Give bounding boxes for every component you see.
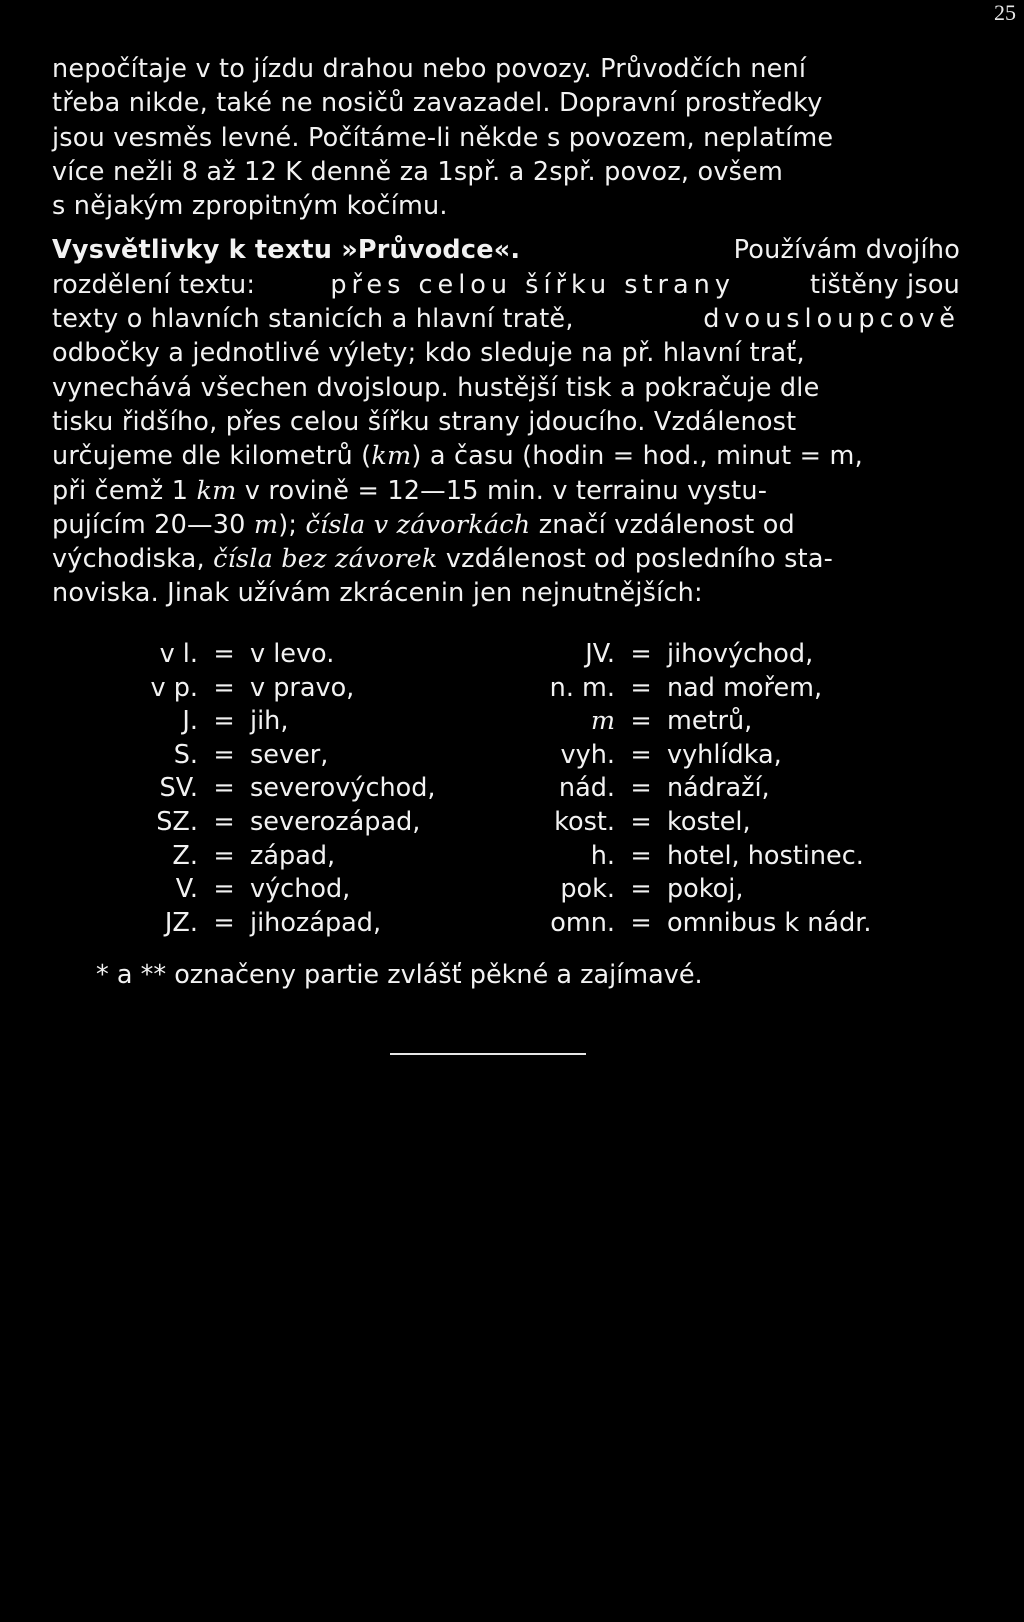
equals-sign: = xyxy=(630,672,652,703)
equals-sign: = xyxy=(630,639,652,669)
text-line: více nežli 8 až 12 K denně za 1spř. a 2spř. povoz, ovšem xyxy=(52,156,784,187)
text-span: vzdálenost od posledního sta- xyxy=(445,544,834,575)
text-line: tisku řidšího, přes celou šířku strany jdoucího. Vzdálenost xyxy=(52,406,797,437)
abbr-meaning: metrů, xyxy=(667,706,753,737)
text-span: v rovině = 12—15 min. v terrainu vystu- xyxy=(244,475,768,506)
text-span: pujícím 20—30 xyxy=(52,509,246,540)
abbreviation-row xyxy=(100,739,872,773)
equals-sign: = xyxy=(630,874,652,905)
equals-sign: = xyxy=(630,706,652,737)
abbr-key: pok. xyxy=(560,874,615,905)
abbreviation-row xyxy=(100,638,872,672)
abbreviation-row xyxy=(100,806,872,840)
abbr-key: omn. xyxy=(550,907,615,938)
abbr-key: S. xyxy=(173,739,198,770)
page-number: 25 xyxy=(994,0,1016,25)
text-span xyxy=(52,474,767,508)
abbr-key: vyh. xyxy=(560,739,615,770)
abbr-meaning: severovýchod, xyxy=(250,773,436,804)
main-text xyxy=(52,52,960,611)
equals-sign: = xyxy=(213,706,235,737)
abbreviation-row xyxy=(100,873,872,907)
abbr-meaning: vyhlídka, xyxy=(667,739,782,770)
equals-sign: = xyxy=(213,739,235,770)
abbr-key: h. xyxy=(590,840,615,871)
text-span: východiska, xyxy=(52,544,205,575)
abbr-meaning: nad mořem, xyxy=(667,672,823,703)
abbr-key: SZ. xyxy=(156,806,198,837)
equals-sign: = xyxy=(630,773,652,804)
equals-sign: = xyxy=(213,773,235,804)
abbreviation-row xyxy=(100,907,872,941)
text-span xyxy=(52,542,833,576)
text-span: tištěny jsou xyxy=(810,269,960,300)
separator-rule xyxy=(390,1053,586,1055)
abbr-meaning: omnibus k nádr. xyxy=(667,907,872,938)
equals-sign: = xyxy=(630,806,652,837)
abbr-key: n. m. xyxy=(549,672,615,703)
abbr-meaning: jih, xyxy=(250,706,289,737)
text-span: při čemž 1 xyxy=(52,475,189,506)
abbreviation-row xyxy=(100,705,872,739)
equals-sign: = xyxy=(213,907,235,938)
text-line: odbočky a jednotlivé výlety; kdo sleduje na př. hlavní trať, xyxy=(52,338,805,369)
abbreviation-row xyxy=(100,772,872,806)
equals-sign: = xyxy=(630,907,652,938)
text-line: nepočítaje v to jízdu drahou nebo povozy. Průvodčích není xyxy=(52,54,807,84)
text-span xyxy=(52,439,863,473)
abbr-key: SV. xyxy=(159,773,198,804)
abbr-key: nád. xyxy=(558,773,615,804)
text-line: noviska. Jinak užívám zkrácenin jen nejnutnějších: xyxy=(52,578,703,609)
abbreviation-row xyxy=(100,840,872,874)
abbr-meaning: nádraží, xyxy=(667,773,770,804)
equals-sign: = xyxy=(630,840,652,871)
abbr-key: m xyxy=(590,706,615,737)
abbr-key: v p. xyxy=(150,672,198,703)
equals-sign: = xyxy=(213,806,235,837)
italic-unit: km xyxy=(196,475,237,506)
text-line xyxy=(52,542,960,576)
abbr-meaning: v levo. xyxy=(250,639,335,669)
abbr-key: JZ. xyxy=(164,907,198,938)
abbr-key: J. xyxy=(182,706,198,737)
text-line xyxy=(52,233,960,267)
equals-sign: = xyxy=(213,840,235,871)
text-span xyxy=(52,508,795,542)
equals-sign: = xyxy=(213,639,235,669)
equals-sign: = xyxy=(630,739,652,770)
abbreviation-row xyxy=(100,672,872,706)
abbr-key: Z. xyxy=(172,840,198,871)
abbr-key: kost. xyxy=(554,806,615,837)
text-line xyxy=(52,268,960,302)
abbr-meaning: v pravo, xyxy=(250,672,355,703)
text-span: Používám dvojího xyxy=(733,235,960,266)
text-line: jsou vesměs levné. Počítáme-li někde s povozem, neplatíme xyxy=(52,122,834,153)
abbr-meaning: hotel, hostinec. xyxy=(667,840,864,871)
abbr-key: V. xyxy=(175,874,198,905)
text-span: ) a času (hodin = hod., minut = m, xyxy=(411,441,863,472)
text-line xyxy=(52,439,960,473)
abbr-meaning: pokoj, xyxy=(667,874,744,905)
abbr-key: JV. xyxy=(585,639,615,669)
text-span: ); xyxy=(278,509,298,540)
abbr-meaning: jihovýchod, xyxy=(667,639,814,669)
abbr-meaning: jihozápad, xyxy=(250,907,382,938)
footnote: * a ** označeny partie zvlášť pěkné a zajímavé. xyxy=(96,960,703,990)
equals-sign: = xyxy=(213,874,235,905)
text-span: značí vzdálenost od xyxy=(538,509,795,540)
abbr-meaning: sever, xyxy=(250,739,329,770)
section-heading: Vysvětlivky k textu »Průvodce«. xyxy=(52,235,521,266)
text-line: s nějakým zpropitným kočímu. xyxy=(52,191,448,222)
abbr-key: v l. xyxy=(159,639,198,669)
spaced-emphasis: dvousloupcově xyxy=(703,304,960,335)
italic-phrase: čísla bez závorek xyxy=(213,544,438,575)
text-span: rozdělení textu: xyxy=(52,269,256,300)
abbr-meaning: východ, xyxy=(250,874,351,905)
text-line xyxy=(52,302,960,336)
abbreviation-table xyxy=(100,638,872,940)
text-line xyxy=(52,474,960,508)
text-line: vynechává všechen dvojsloup. hustější tisk a pokračuje dle xyxy=(52,372,820,403)
text-line xyxy=(52,508,960,542)
italic-unit: m xyxy=(253,509,279,540)
equals-sign: = xyxy=(213,672,235,703)
text-span: texty o hlavních stanicích a hlavní tratě, xyxy=(52,304,574,335)
abbr-meaning: západ, xyxy=(250,840,336,871)
italic-phrase: čísla v závorkách xyxy=(305,509,531,540)
spaced-emphasis: přes celou šířku strany xyxy=(330,269,735,300)
text-span: určujeme dle kilometrů ( xyxy=(52,441,372,472)
text-line: třeba nikde, také ne nosičů zavazadel. Dopravní prostředky xyxy=(52,88,823,119)
abbr-meaning: severozápad, xyxy=(250,806,421,837)
abbr-meaning: kostel, xyxy=(667,806,751,837)
italic-unit: km xyxy=(371,441,412,472)
